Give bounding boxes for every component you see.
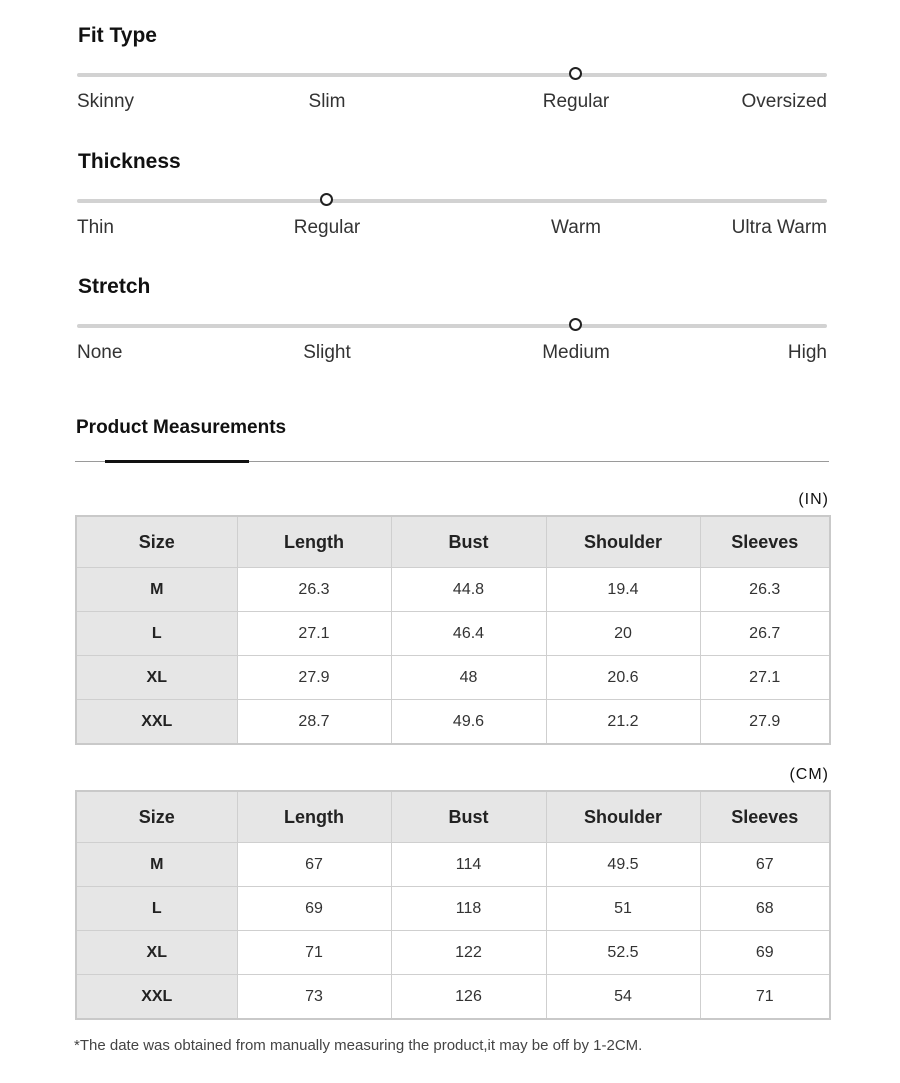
table-cell: 49.5 — [546, 843, 700, 887]
table-cell: 118 — [391, 887, 546, 931]
column-header: Sleeves — [700, 516, 830, 568]
table-cell: 20 — [546, 612, 700, 656]
table-row — [76, 656, 830, 700]
size-table-inches — [75, 515, 831, 745]
scale-option: Warm — [551, 217, 601, 238]
measurement-disclaimer: *The date was obtained from manually measuring the product,it may be off by 1-2CM. — [74, 1037, 643, 1054]
scale-option: High — [787, 342, 827, 363]
size-table-cm — [75, 790, 831, 1020]
table-header-row — [76, 516, 830, 568]
table-cell: 114 — [391, 843, 546, 887]
table-header-row — [76, 791, 830, 843]
scale-option: Slim — [308, 91, 346, 112]
scale-track — [77, 324, 827, 328]
column-header: Size — [76, 516, 237, 568]
table-row — [76, 700, 830, 745]
table-cell: 26.3 — [237, 568, 391, 612]
table-cell: 67 — [700, 843, 830, 887]
scale-indicator — [569, 67, 582, 80]
fit-type-scale — [0, 24, 900, 124]
scale-option: Ultra Warm — [731, 217, 827, 238]
table-cell: 27.9 — [700, 700, 830, 745]
table-row — [76, 931, 830, 975]
column-header: Shoulder — [546, 516, 700, 568]
table-cell: 27.9 — [237, 656, 391, 700]
table-cell: 71 — [700, 975, 830, 1020]
column-header: Bust — [391, 791, 546, 843]
table-cell: 52.5 — [546, 931, 700, 975]
scale-option: Oversized — [741, 91, 827, 112]
table-cell: 46.4 — [391, 612, 546, 656]
size-cell: L — [76, 612, 237, 656]
thickness-scale — [0, 150, 900, 250]
scale-option: None — [77, 342, 123, 363]
table-cell: 49.6 — [391, 700, 546, 745]
table-cell: 48 — [391, 656, 546, 700]
table-row — [76, 568, 830, 612]
column-header: Length — [237, 516, 391, 568]
table-cell: 51 — [546, 887, 700, 931]
scale-option: Medium — [542, 342, 610, 363]
scale-option: Regular — [293, 217, 361, 238]
scale-title: Thickness — [78, 150, 181, 173]
column-header: Shoulder — [546, 791, 700, 843]
size-cell: XL — [76, 656, 237, 700]
table-cell: 27.1 — [237, 612, 391, 656]
size-cell: XXL — [76, 975, 237, 1020]
column-header: Sleeves — [700, 791, 830, 843]
table-cell: 69 — [237, 887, 391, 931]
table-cell: 67 — [237, 843, 391, 887]
table-cell: 126 — [391, 975, 546, 1020]
table-cell: 44.8 — [391, 568, 546, 612]
unit-label-cm: (CM) — [789, 766, 829, 783]
section-tab-underline — [105, 460, 249, 463]
size-cell: XL — [76, 931, 237, 975]
table-cell: 19.4 — [546, 568, 700, 612]
product-measurements-title: Product Measurements — [76, 417, 287, 438]
size-cell: M — [76, 843, 237, 887]
scale-option: Thin — [77, 217, 114, 238]
scale-option: Skinny — [77, 91, 135, 112]
column-header: Bust — [391, 516, 546, 568]
scale-option: Slight — [303, 342, 351, 363]
scale-title: Stretch — [78, 275, 151, 298]
table-cell: 20.6 — [546, 656, 700, 700]
scale-title: Fit Type — [78, 24, 157, 47]
scale-option: Regular — [542, 91, 610, 112]
table-row — [76, 887, 830, 931]
table-row — [76, 975, 830, 1020]
scale-indicator — [569, 318, 582, 331]
size-cell: L — [76, 887, 237, 931]
size-cell: XXL — [76, 700, 237, 745]
table-cell: 68 — [700, 887, 830, 931]
scale-indicator — [320, 193, 333, 206]
table-cell: 21.2 — [546, 700, 700, 745]
table-cell: 26.7 — [700, 612, 830, 656]
table-cell: 69 — [700, 931, 830, 975]
table-cell: 54 — [546, 975, 700, 1020]
table-cell: 71 — [237, 931, 391, 975]
column-header: Size — [76, 791, 237, 843]
table-row — [76, 843, 830, 887]
table-row — [76, 612, 830, 656]
table-cell: 27.1 — [700, 656, 830, 700]
scale-track — [77, 199, 827, 203]
table-cell: 26.3 — [700, 568, 830, 612]
size-cell: M — [76, 568, 237, 612]
scale-track — [77, 73, 827, 77]
unit-label-inches: (IN) — [798, 491, 829, 508]
stretch-scale — [0, 275, 900, 375]
table-cell: 28.7 — [237, 700, 391, 745]
table-cell: 73 — [237, 975, 391, 1020]
table-cell: 122 — [391, 931, 546, 975]
column-header: Length — [237, 791, 391, 843]
